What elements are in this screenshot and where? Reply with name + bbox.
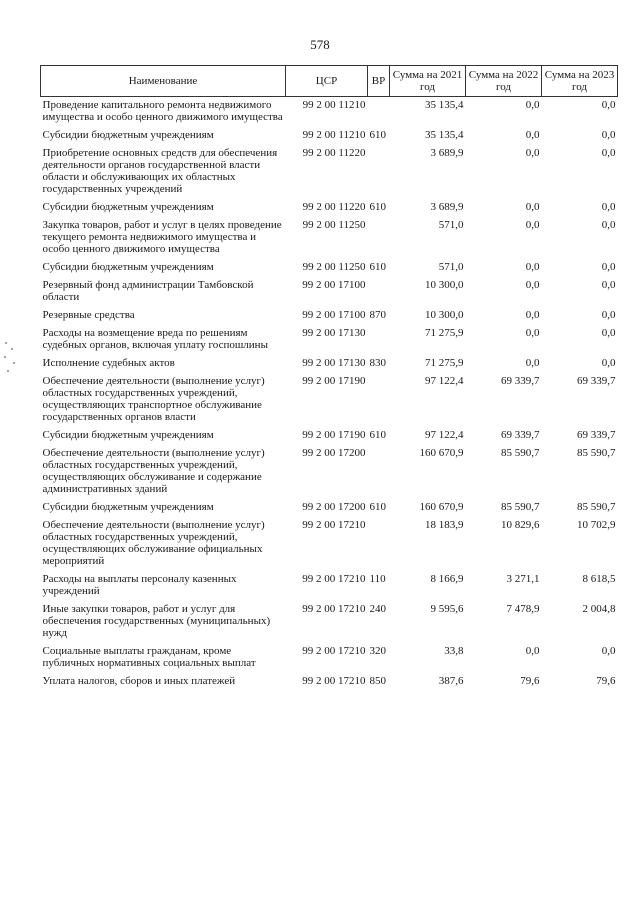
row-code: 99 2 00 17210 [302,519,366,531]
row-sum-2021: 571,0 [438,261,464,273]
row-name: Субсидии бюджетным учреждениям [42,129,214,141]
row-vr: 830 [369,357,386,369]
row-vr: 240 [369,603,386,615]
row-sum-2023: 0,0 [601,327,616,339]
scan-noise [2,340,18,380]
row-name: Субсидии бюджетным учреждениям [42,261,214,273]
table-row [41,97,618,128]
row-sum-2022: 0,0 [525,219,540,231]
row-sum-2022: 69 339,7 [501,429,540,441]
row-vr [368,277,390,307]
row-code: 99 2 00 17200 [302,447,366,459]
row-sum-2023: 8 618,5 [582,573,616,585]
row-name: Исполнение судебных актов [42,357,175,369]
row-sum-2021: 35 135,4 [425,99,464,111]
row-sum-2021: 18 183,9 [425,519,464,531]
row-code: 99 2 00 17130 [302,327,366,339]
row-name: Расходы на возмещение вреда по решениям судебных органов, включая уплату госпошлины [42,327,268,351]
row-vr [368,325,390,355]
row-sum-2022: 0,0 [525,147,540,159]
row-sum-2023: 69 339,7 [577,429,616,441]
table-row [41,145,618,199]
row-sum-2023: 0,0 [601,99,616,111]
table-row [41,445,618,499]
row-sum-2023: 0,0 [601,129,616,141]
budget-table [40,65,618,691]
row-name: Субсидии бюджетным учреждениям [42,501,214,513]
table-body [41,97,618,692]
row-code: 99 2 00 17210 [302,573,366,585]
row-sum-2021: 387,6 [438,675,464,687]
row-sum-2022: 0,0 [525,129,540,141]
row-sum-2021: 71 275,9 [425,327,464,339]
row-sum-2022: 0,0 [525,645,540,657]
row-code: 99 2 00 11220 [302,201,366,213]
row-sum-2021: 3 689,9 [430,147,464,159]
row-code: 99 2 00 17130 [302,357,366,369]
row-sum-2021: 160 670,9 [419,447,464,459]
row-vr: 610 [369,261,386,273]
row-sum-2022: 0,0 [525,201,540,213]
page-number: 578 [310,37,330,52]
row-name: Обеспечение деятельности (выполнение услуг) областных государственных учреждений, осуществляющих транспортное обслуживание государственных органов власти [42,375,265,423]
row-sum-2021: 571,0 [438,219,464,231]
row-sum-2023: 69 339,7 [577,375,616,387]
row-vr [368,145,390,199]
row-code: 99 2 00 11220 [302,147,366,159]
table-row [41,217,618,259]
row-sum-2022: 0,0 [525,327,540,339]
table-row [41,601,618,643]
table-row [41,307,618,325]
row-sum-2021: 9 595,6 [430,603,464,615]
row-sum-2021: 160 670,9 [419,501,464,513]
row-name: Социальные выплаты гражданам, кроме публичных нормативных социальных выплат [42,645,256,669]
row-sum-2021: 33,8 [444,645,464,657]
row-code: 99 2 00 11210 [302,129,366,141]
row-sum-2023: 2 004,8 [582,603,616,615]
row-vr: 610 [369,201,386,213]
row-vr [368,517,390,571]
row-code: 99 2 00 17190 [302,375,366,387]
table-row [41,427,618,445]
header-code: ЦСР [286,66,368,97]
table-row [41,259,618,277]
header-2023: Сумма на 2023 год [542,66,618,97]
row-sum-2022: 0,0 [525,279,540,291]
row-name: Обеспечение деятельности (выполнение услуг) областных государственных учреждений, осуществляющих обслуживание официальных мероприятий [42,519,265,567]
row-vr: 850 [369,675,386,687]
row-code: 99 2 00 17190 [302,429,366,441]
row-sum-2022: 10 829,6 [501,519,540,531]
table-row [41,199,618,217]
row-name: Обеспечение деятельности (выполнение услуг) областных государственных учреждений, осуществляющих обслуживание и содержание административных зданий [42,447,265,495]
row-vr: 610 [369,429,386,441]
table-row [41,517,618,571]
row-sum-2022: 85 590,7 [501,447,540,459]
row-code: 99 2 00 17100 [302,279,366,291]
row-sum-2023: 0,0 [601,357,616,369]
row-sum-2021: 35 135,4 [425,129,464,141]
table-row [41,277,618,307]
row-code: 99 2 00 11210 [302,99,366,111]
row-sum-2022: 3 271,1 [506,573,540,585]
row-sum-2022: 85 590,7 [501,501,540,513]
row-name: Резервные средства [42,309,135,321]
row-sum-2021: 3 689,9 [430,201,464,213]
row-code: 99 2 00 17210 [302,675,366,687]
row-sum-2023: 0,0 [601,261,616,273]
row-sum-2023: 85 590,7 [577,501,616,513]
header-name: Наименование [41,66,286,97]
row-vr [368,97,390,128]
row-vr [368,217,390,259]
row-vr: 110 [369,573,386,585]
row-name: Расходы на выплаты персоналу казенных учреждений [42,573,237,597]
row-code: 99 2 00 17210 [302,603,366,615]
row-code: 99 2 00 17210 [302,645,366,657]
row-sum-2023: 0,0 [601,645,616,657]
row-name: Резервный фонд администрации Тамбовской области [42,279,254,303]
row-sum-2021: 10 300,0 [425,309,464,321]
row-vr: 870 [369,309,386,321]
table-header-row [41,66,618,97]
row-name: Закупка товаров, работ и услуг в целях проведение текущего ремонта недвижимого имущества и особо ценного движимого имущества [42,219,282,255]
table-row [41,127,618,145]
row-sum-2021: 71 275,9 [425,357,464,369]
row-sum-2022: 0,0 [525,99,540,111]
row-vr [368,445,390,499]
row-sum-2023: 10 702,9 [577,519,616,531]
row-code: 99 2 00 11250 [302,261,366,273]
row-sum-2022: 69 339,7 [501,375,540,387]
row-sum-2021: 97 122,4 [425,429,464,441]
row-sum-2023: 0,0 [601,309,616,321]
row-sum-2023: 79,6 [596,675,616,687]
row-name: Субсидии бюджетным учреждениям [42,429,214,441]
row-sum-2023: 0,0 [601,219,616,231]
row-name: Проведение капитального ремонта недвижимого имущества и особо ценного движимого имущества [42,99,283,123]
table-row [41,643,618,673]
table-row [41,499,618,517]
table-row [41,373,618,427]
row-vr [368,373,390,427]
row-name: Иные закупки товаров, работ и услуг для обеспечения государственных (муниципальных) нужд [42,603,271,639]
row-sum-2022: 79,6 [520,675,540,687]
table-row [41,355,618,373]
row-code: 99 2 00 17200 [302,501,366,513]
row-name: Субсидии бюджетным учреждениям [42,201,214,213]
row-sum-2022: 7 478,9 [506,603,540,615]
table-row [41,571,618,601]
row-sum-2023: 0,0 [601,201,616,213]
row-vr: 610 [369,129,386,141]
row-sum-2022: 0,0 [525,357,540,369]
header-vr: ВР [368,66,390,97]
row-sum-2023: 0,0 [601,279,616,291]
row-name: Приобретение основных средств для обеспечения деятельности органов государственной власти области и обслуживающих их областных государственных учреждений [42,147,278,195]
table-row [41,673,618,691]
table-row [41,325,618,355]
row-sum-2021: 10 300,0 [425,279,464,291]
row-code: 99 2 00 11250 [302,219,366,231]
row-vr: 320 [369,645,386,657]
row-code: 99 2 00 17100 [302,309,366,321]
row-sum-2022: 0,0 [525,261,540,273]
row-sum-2022: 0,0 [525,309,540,321]
row-sum-2023: 85 590,7 [577,447,616,459]
row-sum-2021: 8 166,9 [430,573,464,585]
header-2021: Сумма на 2021 год [390,66,466,97]
row-vr: 610 [369,501,386,513]
header-2022: Сумма на 2022 год [466,66,542,97]
row-sum-2021: 97 122,4 [425,375,464,387]
row-name: Уплата налогов, сборов и иных платежей [42,675,236,687]
row-sum-2023: 0,0 [601,147,616,159]
